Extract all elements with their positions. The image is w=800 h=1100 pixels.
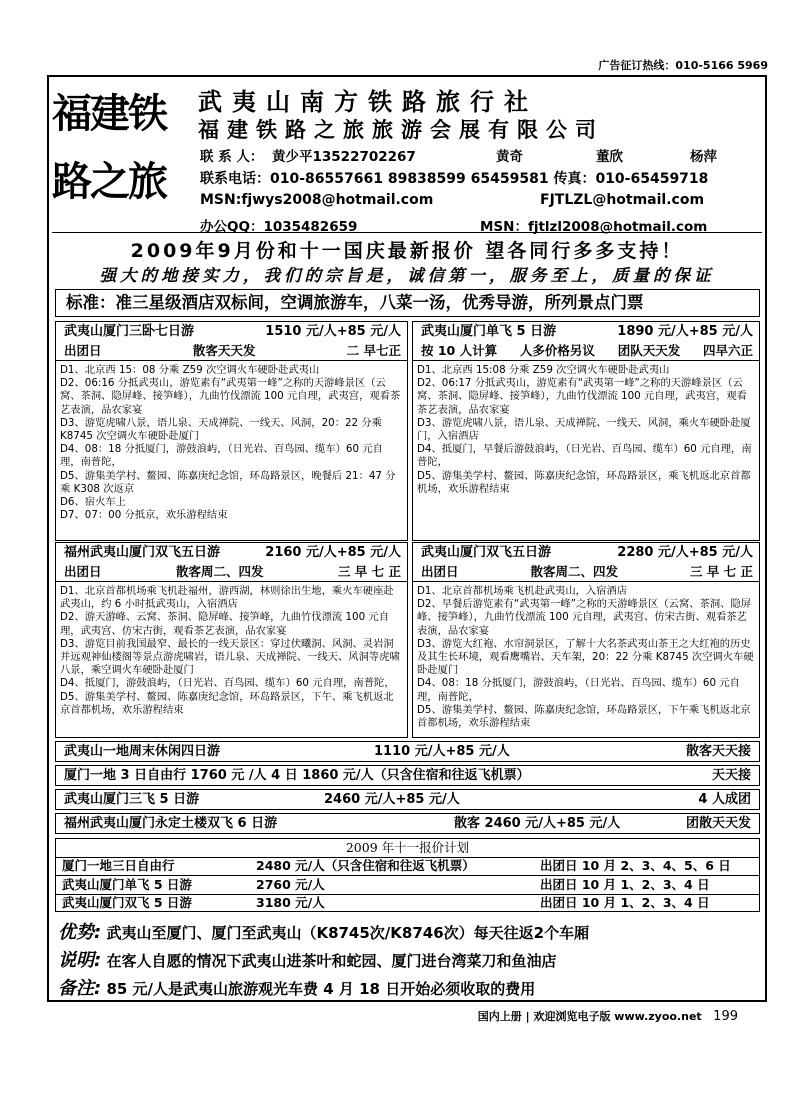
departure-label: 出团日: [64, 343, 102, 358]
plan-tour-price: 3180 元/人: [256, 895, 325, 910]
departure-schedule: 散客周二、四发: [175, 564, 264, 579]
tour-title: 武夷山厦门双飞五日游: [421, 545, 552, 560]
page-number: 199: [713, 1009, 738, 1024]
itinerary-day: D4、抵厦门，早餐后游鼓浪屿，（日光岩、百鸟园、缆车）60 元自理，南普陀，: [417, 443, 752, 469]
itinerary-day: D4、08：18 分抵厦门，游鼓浪屿，（日光岩、百鸟园、缆车）60 元自理，南普陀，: [417, 677, 740, 703]
price-row: [55, 741, 760, 762]
plan-tour-dates: 出团日 10 月 1、2、3、4 日: [540, 895, 710, 910]
price-banner: 2009年9月份和十一国庆最新报价 望各同行多多支持！: [130, 240, 684, 262]
itinerary-day: D5、游集美学村、鳌园、陈嘉庚纪念馆，环岛路景区，下午乘飞机返北京首都机场，欢乐游程结束: [417, 703, 751, 730]
contact-person-1: 黄少平13522702267: [272, 149, 416, 165]
plan-tour-dates: 出团日 10 月 1、2、3、4 日: [540, 877, 710, 892]
tour-schedule: 团散天天发: [685, 816, 751, 831]
itinerary-day: D2、游天游峰、云窝、茶洞、隐屏峰、接笋峰，九曲竹伐漂流 100 元自理，武夷宫、仿宋古街，观看茶艺表演，品农家宴: [60, 611, 389, 637]
departure-label: 出团日: [421, 564, 459, 579]
tour-schedule: 4 人成团: [698, 792, 751, 807]
tour-box-3: [55, 542, 408, 738]
departure-label: 出团日: [64, 564, 102, 579]
email-address[interactable]: FJTLZL@hotmail.com: [540, 192, 705, 208]
tour-name: 武夷山一地周末休闲四日游: [64, 744, 221, 759]
meal-plan: 三 早 七 正: [689, 564, 753, 579]
plan-tour-price: 2480 元/人（只含住宿和往返飞机票）: [256, 858, 475, 873]
note-text: 武夷山至厦门、厦门至武夷山（K8745次/K8746次）每天往返2个车厢: [106, 924, 590, 942]
price-row: [55, 765, 760, 786]
contact-person-3: 董欣: [596, 149, 623, 165]
note-text: 85 元/人是武夷山旅游观光车费 4 月 18 日开始必须收取的费用: [106, 980, 536, 998]
departure-schedule: 团队天天发: [617, 343, 681, 358]
note-label: 说明:: [58, 950, 102, 971]
note-remark: [58, 974, 535, 1000]
company-name-primary: 武夷山南方铁路旅行社: [198, 88, 538, 116]
itinerary-day: D5、游集美学村、鳌园、陈嘉庚纪念馆，环岛路景区，晚餐后 21：47 分乘 K308 次返京: [60, 469, 396, 495]
tour-schedule: 天天接: [711, 768, 751, 783]
tour-price: 1110 元/人+85 元/人: [374, 744, 510, 759]
holiday-plan-table: [55, 838, 760, 912]
plan-row: [56, 894, 759, 912]
itinerary-day: D3、游览虎啸八景，语儿泉、天成禅院、一线天、风洞，乘火车硬卧赴厦门，入宿酒店: [417, 416, 751, 443]
tour-name: 福州武夷山厦门永定土楼双飞 6 日游: [64, 816, 278, 831]
office-qq: 办公QQ：1035482659: [200, 219, 358, 235]
itinerary-day: D1、北京西 15：08 分乘 Z59 次空调火车硬卧赴武夷山: [60, 364, 320, 376]
note-label: 优势:: [58, 922, 102, 943]
plan-tour-price: 2760 元/人: [256, 877, 325, 892]
itinerary-day: D5、游集美学村、鳌园、陈嘉庚纪念馆，环岛路景区，乘飞机返北京首都机场，欢乐游程结束: [417, 469, 751, 495]
tour-title: 武夷山厦门单飞 5 日游: [421, 324, 557, 339]
itinerary-day: D3、游览虎啸八景，语儿泉、天成禅院、一线天、风洞，20：22 分乘 K8745 次空调火车硬卧赴厦门: [60, 416, 382, 443]
plan-tour-name: 武夷山厦门单飞 5 日游: [62, 877, 192, 892]
itinerary-day: D2、早餐后游览素有“武夷第一峰”之称的天游峰景区（云窝、茶洞、隐屏峰、接笋峰），九曲竹伐漂流 100 元自理，武夷宫、仿宋古街、观看茶艺表演，品农家宴: [417, 598, 752, 637]
departure-schedule: 散客天天发: [192, 343, 256, 358]
itinerary-day: D4、08：18 分抵厦门，游鼓浪屿，（日光岩、百鸟园、缆车）60 元自理，南普陀，: [60, 443, 383, 469]
tour-price: 2160 元/人+85 元/人: [265, 545, 401, 560]
itinerary-day: D4、抵厦门，游鼓浪屿，（日光岩、百鸟园、缆车）60 元自理，南普陀，: [60, 677, 395, 690]
tour-name: 厦门一地 3 日自由行 1760 元 /人 4 日 1860 元/人（只含住宿和往返飞机票）: [64, 768, 530, 783]
departure-schedule: 散客周二、四发: [530, 564, 618, 579]
note-label: 备注:: [58, 978, 102, 999]
plan-tour-dates: 出团日 10 月 2、3、4、5、6 日: [540, 858, 731, 873]
tour-departure: [56, 563, 407, 582]
tour-departure: [413, 342, 759, 361]
tour-price: 2280 元/人+85 元/人: [617, 545, 753, 560]
price-row: [55, 789, 760, 810]
plan-title: 2009 年十一报价计划: [56, 839, 759, 858]
tour-box-2: [412, 321, 760, 541]
logo-line-2: 路之旅: [52, 158, 166, 205]
contacts-label: 联 系 人：: [200, 149, 264, 165]
itinerary-day: D2、06:16 分抵武夷山，游览素有“武夷第一峰”之称的天游峰景区（云窝、茶洞、隐屏峰、接笋峰），九曲竹伐漂流 100 元自理，武夷宫，观看茶艺表演，品农家宴: [60, 377, 401, 416]
contact-person-2: 黄奇: [496, 149, 523, 165]
plan-row: [56, 857, 759, 876]
tour-header: [56, 322, 407, 342]
note-text: 在客人自愿的情况下武夷山进茶叶和蛇园、厦门进台湾菜刀和鱼油店: [106, 952, 557, 970]
tour-title: 武夷山厦门三卧七日游: [64, 324, 195, 339]
itinerary-day: D1、北京西 15:08 分乘 Z59 次空调火车硬卧赴武夷山: [417, 364, 670, 376]
company-name-secondary: 福建铁路之旅旅游会展有限公司: [198, 118, 604, 142]
standard-bar: 标准：准三星级酒店双标间，空调旅游车，八菜一汤，优秀导游，所列景点门票: [55, 289, 760, 317]
msn-address-2[interactable]: MSN：fjtlzl2008@hotmail.com: [480, 219, 708, 235]
tour-schedule: 散客天天接: [685, 744, 751, 759]
ad-hotline: 广告征订热线：010-5166 5969: [598, 59, 768, 72]
note-explanation: [58, 946, 556, 972]
contact-person-4: 杨萍: [690, 149, 717, 165]
header-divider: [52, 232, 762, 233]
tour-box-4: [412, 542, 760, 738]
tour-departure: [413, 563, 759, 582]
itinerary-day: D3、游览大红袍、水帘洞景区，了解十大名茶武夷山茶王之大红袍的历史及其生长环境，观看鹰嘴岩、天车架，20：22 分乘 K8745 次空调火车硬卧赴厦门: [417, 637, 754, 677]
itinerary-day: D7、07：00 分抵京，欢乐游程结束: [60, 509, 228, 522]
tour-price: 2460 元/人+85 元/人: [324, 792, 460, 807]
meal-plan: 四早六正: [702, 343, 753, 358]
tour-header: [413, 322, 759, 342]
itinerary-day: D1、北京首都机场乘飞机赴福州，游西湖，林则徐出生地，乘火车硬座赴武夷山，约 6 小时抵武夷山，入宿酒店: [60, 585, 394, 611]
itinerary-day: D6、宿火车上: [60, 496, 126, 509]
note-advantage: [58, 918, 589, 944]
tour-price: 散客 2460 元/人+85 元/人: [454, 816, 621, 831]
meal-plan: 二 早七正: [346, 343, 401, 358]
plan-tour-name: 武夷山厦门双飞 5 日游: [62, 895, 192, 910]
logo: [52, 80, 190, 230]
tour-departure: [56, 342, 407, 361]
tour-header: [56, 543, 407, 563]
tour-price: 1890 元/人+85 元/人: [617, 324, 753, 339]
itinerary-day: D1、北京首都机场乘飞机赴武夷山，入宿酒店: [417, 585, 628, 597]
plan-row: [56, 876, 759, 895]
tour-price: 1510 元/人+85 元/人: [265, 324, 401, 339]
itinerary-day: D5、游集美学村、鳌园、陈嘉庚纪念馆，环岛路景区，下午、乘飞机返北京首都机场，欢乐游程结束: [60, 690, 394, 716]
tour-title: 福州武夷山厦门双飞五日游: [64, 545, 221, 560]
itinerary-day: D3、游览目前我国最窄、最长的一线天景区：穿过伏曦洞、风洞、灵岩洞并远观神仙楼阁等景点游虎啸岩，语儿泉、天成禅院、一线天、风洞等虎啸八景，乘空调火车硬卧赴厦门: [60, 637, 400, 677]
price-row: [55, 813, 760, 834]
footer-text: 国内上册 | 欢迎浏览电子版 www.zyoo.net: [477, 1010, 702, 1023]
meal-plan: 三 早 七 正: [337, 564, 401, 579]
slogan-banner: 强大的地接实力，我们的宗旨是，诚信第一，服务至上，质量的保证: [99, 266, 715, 285]
tour-header: [413, 543, 759, 563]
group-size-note: 按 10 人计算: [421, 343, 498, 358]
logo-line-1: 福建铁: [52, 90, 166, 137]
plan-tour-name: 厦门一地三日自由行: [62, 858, 175, 873]
tour-name: 武夷山厦门三飞 5 日游: [64, 792, 200, 807]
price-note: 人多价格另议: [519, 343, 595, 358]
tour-box-1: [55, 321, 408, 541]
itinerary-day: D2、06:17 分抵武夷山，游览素有“武夷第一峰”之称的天游峰景区（云窝、茶洞、隐屏峰、接笋峰），九曲竹伐漂流 100 元自理，武夷宫，观看茶艺表演，品农家宴: [417, 377, 747, 416]
msn-address-1[interactable]: MSN:fjwys2008@hotmail.com: [200, 192, 434, 208]
page-footer: [478, 1008, 738, 1024]
contact-phone-fax: 联系电话：010-86557661 89838599 65459581 传真：010-65459718: [200, 171, 709, 187]
